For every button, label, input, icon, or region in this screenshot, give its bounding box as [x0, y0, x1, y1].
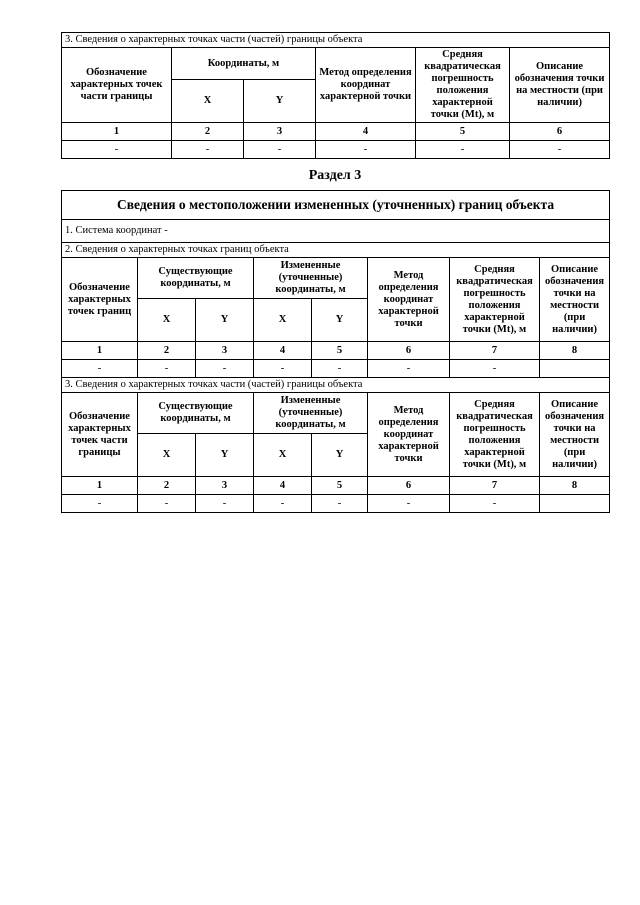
header-y: Y: [312, 299, 368, 342]
header-x: X: [138, 434, 196, 477]
header-accuracy: Средняя квадратическая погрешность положения характерной точки (Mt), м: [450, 393, 540, 477]
col-number: 1: [62, 477, 138, 495]
table-cell: -: [254, 495, 312, 513]
header-designation: Обозначение характерных точек границ: [62, 258, 138, 342]
header-designation: Обозначение характерных точек части границы: [62, 393, 138, 477]
col-number: 5: [312, 342, 368, 360]
header-description: Описание обозначения точки на местности (при наличии): [540, 393, 610, 477]
header-changed-coords: Измененные (уточненные) координаты, м: [254, 393, 368, 434]
table-row: [62, 141, 610, 159]
table-cell: -: [368, 495, 450, 513]
col-number: 4: [316, 123, 416, 141]
col-number: 5: [312, 477, 368, 495]
table-cell: -: [316, 141, 416, 159]
table-cell: -: [510, 141, 610, 159]
column-numbers-row: [62, 477, 610, 495]
table-cell: [540, 495, 610, 513]
table-cell: -: [416, 141, 510, 159]
header-x: X: [254, 434, 312, 477]
header-designation: Обозначение характерных точек части границы: [62, 48, 172, 123]
section-title: Сведения о местоположении измененных (уточненных) границ объекта: [62, 191, 610, 220]
header-accuracy: Средняя квадратическая погрешность положения характерной точки (Mt), м: [450, 258, 540, 342]
table-cell: -: [368, 360, 450, 378]
col-number: 1: [62, 123, 172, 141]
table-cell: [540, 360, 610, 378]
col-number: 6: [368, 477, 450, 495]
table-cell: -: [312, 360, 368, 378]
col-number: 3: [244, 123, 316, 141]
header-y: Y: [196, 434, 254, 477]
table-cell: -: [62, 495, 138, 513]
table-cell: -: [450, 360, 540, 378]
table-cell: -: [254, 360, 312, 378]
header-method: Метод определения координат характерной точки: [368, 258, 450, 342]
table-cell: -: [196, 360, 254, 378]
table-cell: -: [138, 495, 196, 513]
col-number: 8: [540, 477, 610, 495]
coordinate-system: 1. Система координат -: [62, 220, 610, 243]
table-cell: -: [244, 141, 316, 159]
table-cell: -: [62, 141, 172, 159]
document-page: [61, 32, 609, 513]
header-x: X: [138, 299, 196, 342]
part-boundary-points-table: [61, 32, 610, 159]
col-number: 2: [138, 342, 196, 360]
table-cell: -: [172, 141, 244, 159]
col-number: 7: [450, 342, 540, 360]
col-number: 5: [416, 123, 510, 141]
col-number: 2: [138, 477, 196, 495]
table-cell: -: [196, 495, 254, 513]
col-number: 1: [62, 342, 138, 360]
col-number: 7: [450, 477, 540, 495]
table-cell: -: [450, 495, 540, 513]
column-numbers-row: [62, 342, 610, 360]
header-existing-coords: Существующие координаты, м: [138, 393, 254, 434]
header-changed-coords: Измененные (уточненные) координаты, м: [254, 258, 368, 299]
header-method: Метод определения координат характерной точки: [368, 393, 450, 477]
header-existing-coords: Существующие координаты, м: [138, 258, 254, 299]
subtable-title: 2. Сведения о характерных точках границ объекта: [62, 243, 610, 258]
table-row: [62, 360, 610, 378]
header-accuracy: Средняя квадратическая погрешность положения характерной точки (Mt), м: [416, 48, 510, 123]
col-number: 2: [172, 123, 244, 141]
header-x: X: [254, 299, 312, 342]
header-description: Описание обозначения точки на местности (при наличии): [540, 258, 610, 342]
table-cell: -: [62, 360, 138, 378]
header-y: Y: [244, 80, 316, 123]
header-method: Метод определения координат характерной точки: [316, 48, 416, 123]
section-heading: Раздел 3: [308, 168, 362, 183]
col-number: 6: [510, 123, 610, 141]
subtable-title: 3. Сведения о характерных точках части (частей) границы объекта: [62, 378, 610, 393]
changed-boundaries-table: [61, 190, 610, 513]
table-row: [62, 495, 610, 513]
col-number: 3: [196, 342, 254, 360]
col-number: 4: [254, 342, 312, 360]
header-x: X: [172, 80, 244, 123]
table-cell: -: [138, 360, 196, 378]
col-number: 4: [254, 477, 312, 495]
header-y: Y: [196, 299, 254, 342]
header-description: Описание обозначения точки на местности (при наличии): [510, 48, 610, 123]
col-number: 3: [196, 477, 254, 495]
table-title: 3. Сведения о характерных точках части (частей) границы объекта: [62, 33, 610, 48]
header-y: Y: [312, 434, 368, 477]
column-numbers-row: [62, 123, 610, 141]
table-cell: -: [312, 495, 368, 513]
header-coords: Координаты, м: [172, 48, 316, 80]
col-number: 8: [540, 342, 610, 360]
col-number: 6: [368, 342, 450, 360]
